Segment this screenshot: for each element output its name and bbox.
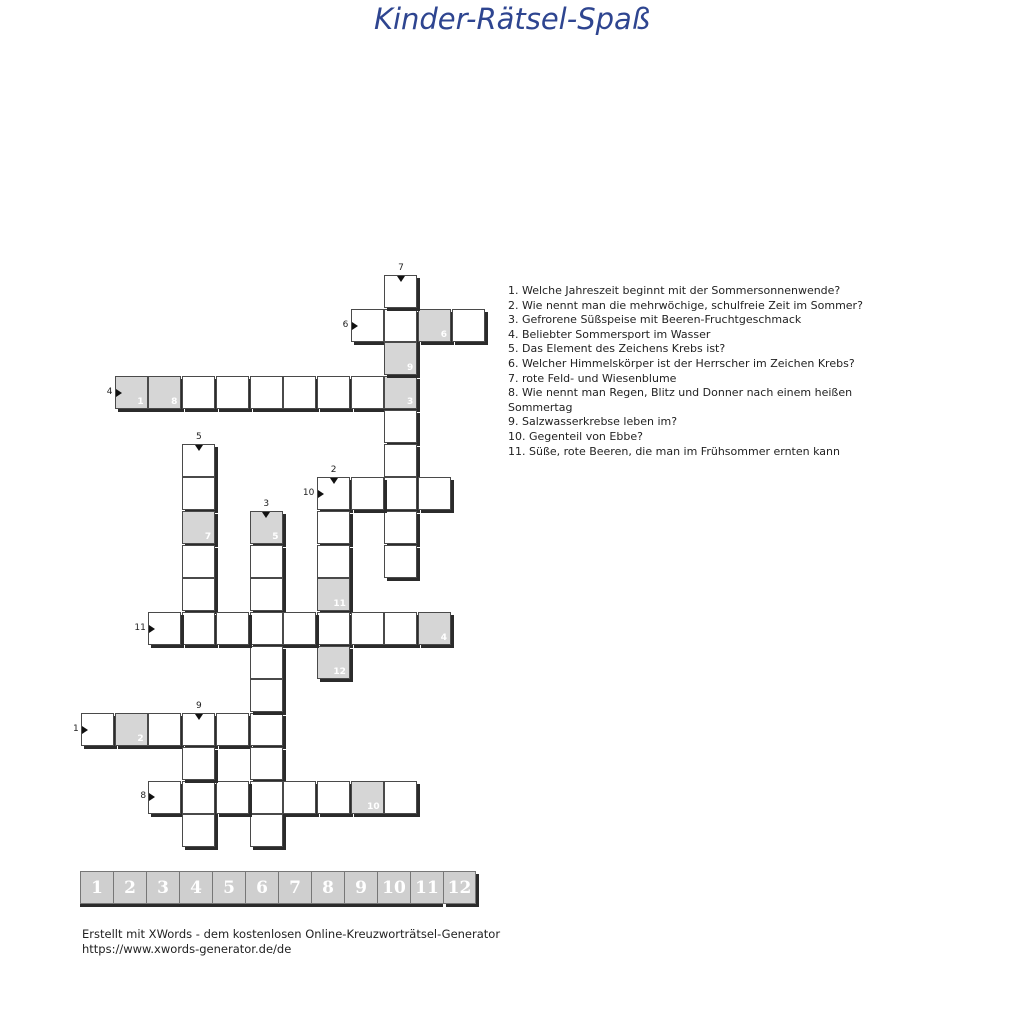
arrow-right-icon <box>149 793 155 801</box>
clue-number-marker: 3 <box>263 498 270 509</box>
arrow-down-icon <box>262 512 270 518</box>
grid-cell[interactable] <box>182 477 215 510</box>
clue-list <box>508 284 898 459</box>
clue-9: 9. Salzwasserkrebse leben im? <box>508 415 678 429</box>
solution-number: 10 <box>367 801 380 812</box>
grid-cell[interactable] <box>384 342 417 375</box>
arrow-right-icon <box>149 625 155 633</box>
clue-8: 8. Wie nennt man Regen, Blitz und Donner nach einem heißen Sommertag <box>508 386 853 414</box>
clue-7: 7. rote Feld- und Wiesenblume <box>508 371 677 385</box>
clue-2: 2. Wie nennt man die mehrwöchige, schulfreie Zeit im Sommer? <box>508 298 863 312</box>
clue-5: 5. Das Element des Zeichens Krebs ist? <box>508 342 726 356</box>
grid-cell[interactable] <box>317 578 350 611</box>
grid-cell[interactable] <box>351 477 384 510</box>
grid-cell[interactable] <box>182 781 215 814</box>
grid-cell[interactable] <box>250 578 283 611</box>
solution-box[interactable]: 9 <box>344 871 377 904</box>
solution-number: 4 <box>440 633 447 643</box>
grid-cell[interactable] <box>182 612 215 645</box>
grid-cell[interactable] <box>250 713 283 746</box>
grid-cell[interactable] <box>250 781 283 814</box>
footer-credit: Erstellt mit XWords - dem kostenlosen Online-Kreuzworträtsel-Generator <box>82 927 501 941</box>
clue-6: 6. Welcher Himmelskörper ist der Herrscher im Zeichen Krebs? <box>508 356 855 370</box>
clue-number-marker: 2 <box>330 465 337 476</box>
solution-number: 8 <box>171 397 178 408</box>
grid-cell[interactable] <box>182 511 215 544</box>
clue-number-marker: 6 <box>342 319 349 330</box>
solution-number: 5 <box>272 531 279 542</box>
grid-cell[interactable] <box>317 545 350 578</box>
solution-box[interactable]: 4 <box>179 871 212 904</box>
grid-cell[interactable] <box>418 477 451 510</box>
grid-cell[interactable] <box>182 545 215 578</box>
solution-number: 6 <box>440 329 447 340</box>
arrow-down-icon <box>195 714 203 720</box>
solution-box[interactable]: 11 <box>410 871 443 904</box>
grid-cell[interactable] <box>418 612 451 645</box>
grid-cell[interactable] <box>250 376 283 409</box>
solution-number: 2 <box>137 734 144 745</box>
arrow-right-icon <box>352 322 358 330</box>
clue-number-marker: 10 <box>302 488 315 499</box>
solution-box[interactable]: 2 <box>113 871 146 904</box>
grid-cell[interactable] <box>384 612 417 645</box>
grid-cell[interactable] <box>182 376 215 409</box>
grid-cell[interactable] <box>216 376 249 409</box>
grid-cell[interactable] <box>384 309 417 342</box>
grid-cell[interactable] <box>250 679 283 712</box>
arrow-down-icon <box>330 478 338 484</box>
grid-cell[interactable] <box>182 747 215 780</box>
solution-box[interactable]: 5 <box>212 871 245 904</box>
clue-number-marker: 8 <box>140 791 147 802</box>
grid-cell[interactable] <box>317 646 350 679</box>
solution-number: 3 <box>407 397 414 408</box>
grid-cell[interactable] <box>351 612 384 645</box>
grid-cell[interactable] <box>182 578 215 611</box>
solution-box[interactable]: 1 <box>80 871 113 904</box>
grid-cell[interactable] <box>384 545 417 578</box>
clue-number-marker: 5 <box>195 431 202 442</box>
grid-cell[interactable] <box>384 477 417 510</box>
grid-cell[interactable] <box>384 781 417 814</box>
grid-cell[interactable] <box>148 376 181 409</box>
solution-box[interactable]: 10 <box>377 871 410 904</box>
grid-cell[interactable] <box>250 646 283 679</box>
grid-cell[interactable] <box>115 713 148 746</box>
grid-cell[interactable] <box>418 309 451 342</box>
solution-box[interactable]: 3 <box>146 871 179 904</box>
grid-cell[interactable] <box>351 781 384 814</box>
clue-4: 4. Beliebter Sommersport im Wasser <box>508 327 711 341</box>
grid-cell[interactable] <box>317 511 350 544</box>
clue-number-marker: 7 <box>398 263 404 273</box>
solution-number: 11 <box>333 599 346 610</box>
solution-row <box>80 871 476 905</box>
arrow-down-icon <box>397 276 405 282</box>
solution-number: 12 <box>333 666 346 677</box>
clue-number-marker: 4 <box>106 386 113 397</box>
solution-box[interactable]: 12 <box>443 871 476 904</box>
grid-cell[interactable] <box>216 781 249 814</box>
page-title: Kinder-Rätsel-Spaß <box>373 2 651 36</box>
footer <box>82 927 500 957</box>
arrow-right-icon <box>116 389 122 397</box>
grid-cell[interactable] <box>317 376 350 409</box>
arrow-right-icon <box>82 726 88 734</box>
grid-cell[interactable] <box>384 444 417 477</box>
grid-cell[interactable] <box>283 612 316 645</box>
clue-10: 10. Gegenteil von Ebbe? <box>508 429 643 443</box>
clue-11: 11. Süße, rote Beeren, die man im Frühsommer ernten kann <box>508 444 840 458</box>
clue-number-marker: 9 <box>195 701 202 712</box>
grid-cell[interactable] <box>250 612 283 645</box>
grid-cell[interactable] <box>182 814 215 847</box>
grid-cell[interactable] <box>384 511 417 544</box>
grid-cell[interactable] <box>384 410 417 443</box>
grid-cell[interactable] <box>317 612 350 645</box>
grid-cell[interactable] <box>317 781 350 814</box>
grid-cell[interactable] <box>283 376 316 409</box>
footer-url[interactable]: https://www.xwords-generator.de/de <box>82 942 292 956</box>
clue-3: 3. Gefrorene Süßspeise mit Beeren-Fruchtgeschmack <box>508 313 802 327</box>
arrow-right-icon <box>318 490 324 498</box>
clue-number-marker: 11 <box>134 622 146 633</box>
solution-box[interactable]: 8 <box>311 871 344 904</box>
clue-1: 1. Welche Jahreszeit beginnt mit der Sommersonnenwende? <box>508 284 841 297</box>
grid-cell[interactable] <box>384 376 417 409</box>
solution-box[interactable]: 7 <box>278 871 311 904</box>
solution-number: 9 <box>407 363 414 374</box>
arrow-down-icon <box>195 445 203 451</box>
solution-number: 7 <box>204 531 212 542</box>
solution-number: 1 <box>137 397 144 408</box>
clue-number-marker: 1 <box>73 723 79 734</box>
grid-cell[interactable] <box>148 713 181 746</box>
grid-cell[interactable] <box>250 747 283 780</box>
grid-cell[interactable] <box>216 612 249 645</box>
solution-box[interactable]: 6 <box>245 871 278 904</box>
grid-cell[interactable] <box>250 545 283 578</box>
grid-cell[interactable] <box>351 376 384 409</box>
grid-cell[interactable] <box>452 309 485 342</box>
grid-cell[interactable] <box>283 781 316 814</box>
grid-cell[interactable] <box>216 713 249 746</box>
grid-cell[interactable] <box>250 814 283 847</box>
